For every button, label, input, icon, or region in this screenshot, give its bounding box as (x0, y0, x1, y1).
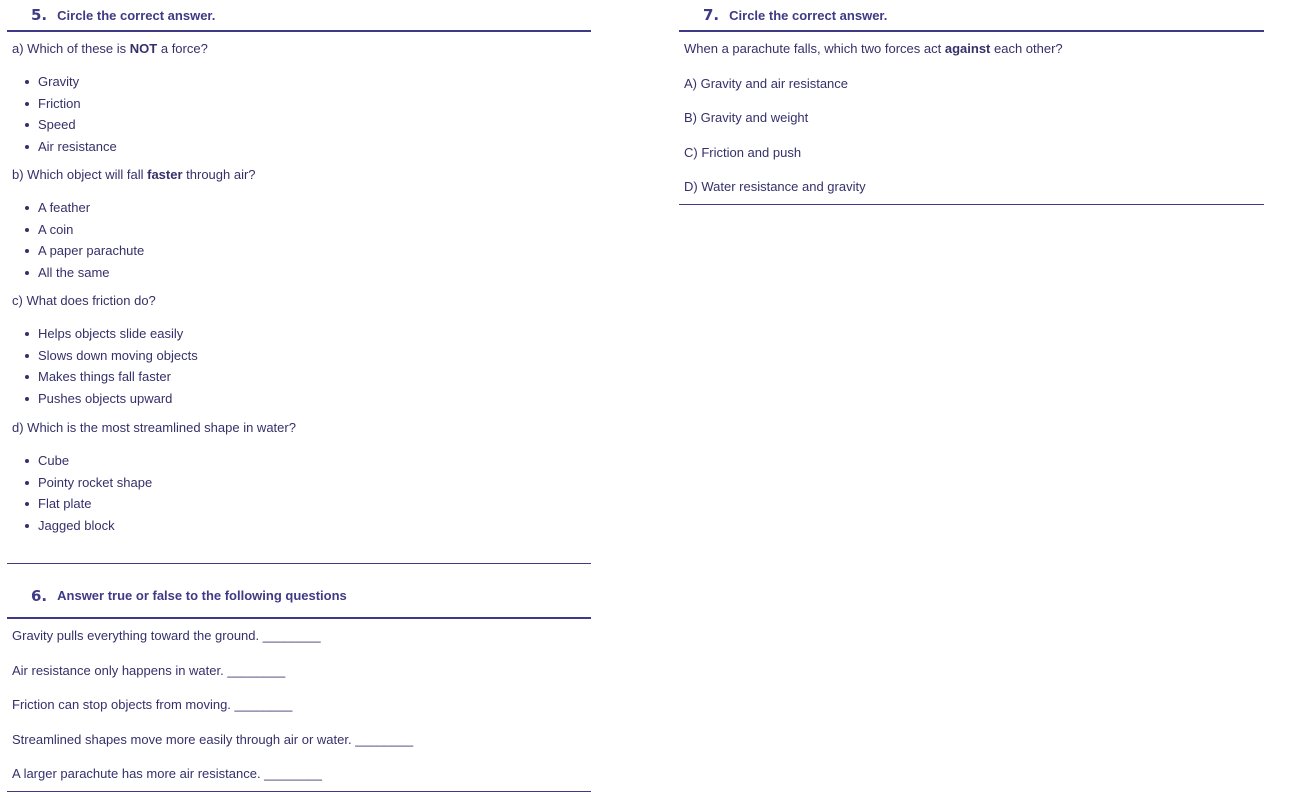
option-item[interactable]: Pushes objects upward (25, 388, 591, 410)
sub-question: b) Which object will fall faster through air? (12, 167, 256, 182)
option-item[interactable]: A feather (25, 197, 591, 219)
option-list (7, 450, 591, 536)
option-item[interactable]: Gravity (25, 71, 591, 93)
question-7-header (679, 0, 1264, 32)
question-7-section (679, 0, 1264, 205)
true-false-statement[interactable]: Gravity pulls everything toward the ground. ________ (12, 628, 321, 643)
question-5b (7, 166, 591, 283)
option-list (7, 71, 591, 157)
question-5d (7, 419, 591, 536)
option-item[interactable]: A paper parachute (25, 240, 591, 262)
option-item[interactable]: Slows down moving objects (25, 345, 591, 367)
question-number: 6. (31, 586, 48, 605)
question-title: Answer true or false to the following questions (57, 588, 347, 603)
option-item[interactable]: Friction (25, 93, 591, 115)
true-false-statement[interactable]: A larger parachute has more air resistance. ________ (12, 766, 323, 781)
divider (7, 791, 591, 792)
question-title: Circle the correct answer. (57, 7, 216, 23)
question-number: 7. (703, 6, 720, 24)
sub-question: d) Which is the most streamlined shape in water? (12, 420, 296, 435)
question-6-header (7, 564, 591, 619)
option-item[interactable]: Helps objects slide easily (25, 323, 591, 345)
option-item[interactable]: Pointy rocket shape (25, 472, 591, 494)
option-item[interactable]: Flat plate (25, 493, 591, 515)
question-5-section (7, 0, 591, 536)
sub-question: c) What does friction do? (12, 293, 156, 308)
question-prompt: When a parachute falls, which two forces act against each other? (684, 41, 1063, 56)
question-title: Circle the correct answer. (729, 7, 888, 23)
option-item[interactable]: Air resistance (25, 136, 591, 158)
true-false-statement[interactable]: Streamlined shapes move more easily through air or water. ________ (12, 731, 414, 747)
true-false-statement[interactable]: Air resistance only happens in water. ________ (12, 662, 286, 678)
option-list (7, 323, 591, 409)
sub-question: a) Which of these is NOT a force? (12, 41, 208, 56)
option-item[interactable]: Makes things fall faster (25, 366, 591, 388)
answer-option[interactable]: C) Friction and push (684, 144, 802, 160)
answer-option[interactable]: D) Water resistance and gravity (684, 179, 866, 195)
question-number: 5. (31, 6, 48, 24)
question-5-header (7, 0, 591, 32)
option-list (7, 197, 591, 283)
question-5c (7, 292, 591, 409)
answer-option[interactable]: B) Gravity and weight (684, 110, 809, 126)
option-item[interactable]: All the same (25, 262, 591, 284)
answer-option[interactable]: A) Gravity and air resistance (684, 75, 849, 91)
true-false-statement[interactable]: Friction can stop objects from moving. ________ (12, 697, 293, 712)
question-5a (7, 40, 591, 157)
option-item[interactable]: Cube (25, 450, 591, 472)
option-item[interactable]: Jagged block (25, 515, 591, 537)
option-item[interactable]: A coin (25, 219, 591, 241)
question-6-section (7, 563, 591, 792)
divider (679, 204, 1264, 205)
option-item[interactable]: Speed (25, 114, 591, 136)
